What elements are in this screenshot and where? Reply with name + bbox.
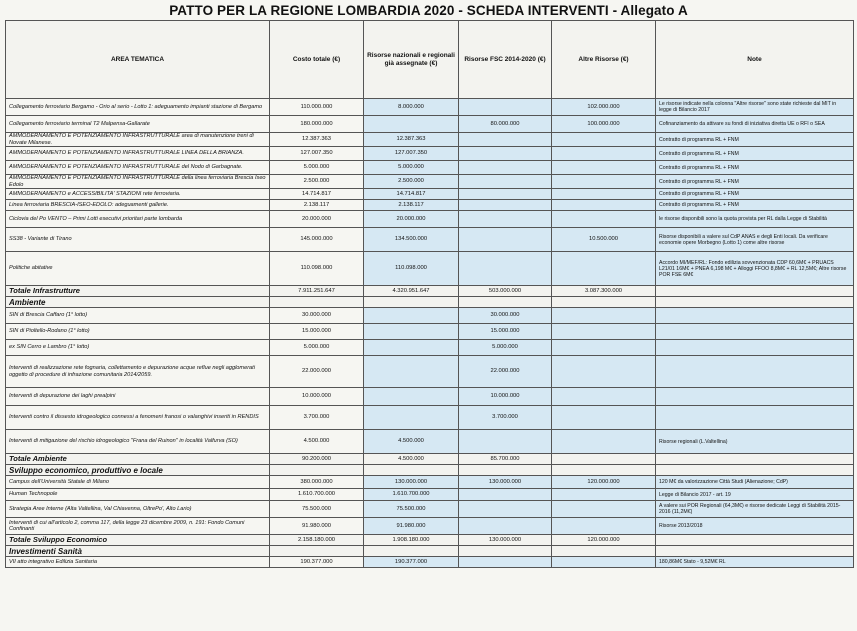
- risorse-cell: [364, 116, 459, 133]
- note-cell: Risorse disponibili a valere sul CdP ANAS e degli Enti locali. Da verificare economie opere Morbegno (Lotto 1) come altre risorse: [656, 228, 854, 252]
- fsc-cell: [459, 252, 552, 286]
- table-row: [6, 557, 854, 568]
- area-cell: Interventi di realizzazione rete fognaria, collettamento e depurazione acque reflue negli agglomerati oggetto di procedure di infrazione comunitaria 2014/2059.: [6, 356, 270, 388]
- costo-cell: 110.098.000: [270, 252, 364, 286]
- note-cell: 120 M€ da valorizzazione Città Studi (Alienazione; CdP): [656, 476, 854, 489]
- area-cell: Totale Sviluppo Economico: [6, 535, 270, 546]
- table-row: [6, 228, 854, 252]
- altre-cell: [552, 501, 656, 518]
- costo-cell: 75.500.000: [270, 501, 364, 518]
- table-row: [6, 116, 854, 133]
- note-cell: [656, 454, 854, 465]
- risorse-cell: [364, 406, 459, 430]
- area-cell: Totale Ambiente: [6, 454, 270, 465]
- header-fsc: Risorse FSC 2014-2020 (€): [459, 21, 552, 99]
- costo-cell: 380.000.000: [270, 476, 364, 489]
- note-cell: Contratto di programma RL + FNM: [656, 200, 854, 211]
- header-risorse: Risorse nazionali e regionali già assegnate (€): [364, 21, 459, 99]
- empty-cell: [270, 297, 364, 308]
- altre-cell: [552, 308, 656, 324]
- fsc-cell: [459, 430, 552, 454]
- altre-cell: [552, 430, 656, 454]
- empty-cell: [656, 546, 854, 557]
- table-row: [6, 324, 854, 340]
- area-cell: Interventi di cui all'articolo 2, comma 117, della legge 23 dicembre 2009, n. 191: Fondo Comuni Confinanti: [6, 518, 270, 535]
- table-row: [6, 211, 854, 228]
- altre-cell: [552, 406, 656, 430]
- costo-cell: 2.158.180.000: [270, 535, 364, 546]
- area-cell: Totale Infrastrutture: [6, 286, 270, 297]
- area-cell: Interventi contro il dissesto idrogeologico connessi a fenomeni franosi o valanghivi inseriti in RENDIS: [6, 406, 270, 430]
- section-header-row: [6, 297, 854, 308]
- altre-cell: [552, 161, 656, 175]
- empty-cell: [459, 297, 552, 308]
- area-cell: AMMODERNAMENTO e ACCESSIBILITA' STAZIONI rete ferroviaria.: [6, 189, 270, 200]
- altre-cell: [552, 388, 656, 406]
- costo-cell: 180.000.000: [270, 116, 364, 133]
- area-cell: Politiche abitative: [6, 252, 270, 286]
- table-row: [6, 161, 854, 175]
- section-title: Ambiente: [6, 297, 270, 308]
- altre-cell: [552, 147, 656, 161]
- fsc-cell: [459, 175, 552, 189]
- area-cell: Interventi di depurazione dei laghi prealpini: [6, 388, 270, 406]
- area-cell: Strategia Aree Interne (Alta Valtellina, Val Chiavenna, OltrePo', Alto Lario): [6, 501, 270, 518]
- note-cell: Contratto di programma RL + FNM: [656, 189, 854, 200]
- fsc-cell: 3.700.000: [459, 406, 552, 430]
- fsc-cell: 85.700.000: [459, 454, 552, 465]
- costo-cell: 12.387.363: [270, 133, 364, 147]
- table-row: [6, 476, 854, 489]
- fsc-cell: [459, 200, 552, 211]
- note-cell: Contratto di programma RL + FNM: [656, 133, 854, 147]
- costo-cell: 5.000.000: [270, 161, 364, 175]
- table-row: [6, 430, 854, 454]
- area-cell: Human Technopole: [6, 489, 270, 501]
- empty-cell: [656, 465, 854, 476]
- fsc-cell: 503.000.000: [459, 286, 552, 297]
- empty-cell: [364, 546, 459, 557]
- note-cell: [656, 324, 854, 340]
- costo-cell: 10.000.000: [270, 388, 364, 406]
- area-cell: VII atto integrativo Edilizia Sanitaria: [6, 557, 270, 568]
- altre-cell: [552, 189, 656, 200]
- empty-cell: [364, 297, 459, 308]
- note-cell: [656, 406, 854, 430]
- costo-cell: 5.000.000: [270, 340, 364, 356]
- area-cell: ex SIN Cerro e Lambro (1° lotto): [6, 340, 270, 356]
- risorse-cell: 130.000.000: [364, 476, 459, 489]
- costo-cell: 127.007.350: [270, 147, 364, 161]
- total-row: [6, 454, 854, 465]
- risorse-cell: 12.387.363: [364, 133, 459, 147]
- costo-cell: 2.138.117: [270, 200, 364, 211]
- empty-cell: [552, 465, 656, 476]
- altre-cell: [552, 133, 656, 147]
- risorse-cell: 5.000.000: [364, 161, 459, 175]
- empty-cell: [459, 546, 552, 557]
- fsc-cell: 130.000.000: [459, 535, 552, 546]
- table-row: [6, 406, 854, 430]
- area-cell: Ciclovia del Po VENTO – Primi Lotti esecutivi prioritari parte lombarda: [6, 211, 270, 228]
- area-cell: Interventi di mitigazione del rischio idrogeologico "Frana del Ruinon" in località Valfurva (SO): [6, 430, 270, 454]
- area-cell: Linea ferroviaria BRESCIA-ISEO-EDOLO: adeguamenti gallerie.: [6, 200, 270, 211]
- area-cell: Collegamento ferroviario terminal T2 Malpensa-Gallarate: [6, 116, 270, 133]
- area-cell: SIN di Pioltello-Rodano (1° lotto): [6, 324, 270, 340]
- risorse-cell: 8.000.000: [364, 99, 459, 116]
- fsc-cell: [459, 133, 552, 147]
- empty-cell: [656, 297, 854, 308]
- altre-cell: [552, 340, 656, 356]
- costo-cell: 1.610.700.000: [270, 489, 364, 501]
- risorse-cell: 190.377.000: [364, 557, 459, 568]
- section-header-row: [6, 465, 854, 476]
- header-altre: Altre Risorse (€): [552, 21, 656, 99]
- table-row: [6, 147, 854, 161]
- note-cell: [656, 535, 854, 546]
- table-row: [6, 189, 854, 200]
- table-row: [6, 518, 854, 535]
- note-cell: Accordo MI/MEF/RL: Fondo edilizia sovvenzionata CDP 60,6M€ + PRUACS L21/01 16M€ + PNEA 6,198 M€ + Alloggi FFOO 8,8M€ + RL 12,5M€; Altre risorse POR FSE 6M€: [656, 252, 854, 286]
- risorse-cell: 14.714.817: [364, 189, 459, 200]
- fsc-cell: [459, 518, 552, 535]
- empty-cell: [270, 465, 364, 476]
- fsc-cell: [459, 99, 552, 116]
- risorse-cell: [364, 308, 459, 324]
- page-title: PATTO PER LA REGIONE LOMBARDIA 2020 - SCHEDA INTERVENTI - Allegato A: [169, 3, 688, 18]
- fsc-cell: [459, 147, 552, 161]
- fsc-cell: 15.000.000: [459, 324, 552, 340]
- table-row: [6, 99, 854, 116]
- costo-cell: 7.911.251.647: [270, 286, 364, 297]
- risorse-cell: [364, 388, 459, 406]
- risorse-cell: [364, 324, 459, 340]
- header-costo: Costo totale (€): [270, 21, 364, 99]
- altre-cell: [552, 211, 656, 228]
- altre-cell: 10.500.000: [552, 228, 656, 252]
- note-cell: A valere sui POR Regionali (64,3M€) e risorse dedicate Leggi di Stabilità 2015-2016 (11,2M€): [656, 501, 854, 518]
- area-cell: SIN di Brescia Caffaro (1° lotto): [6, 308, 270, 324]
- note-cell: Contratto di programma RL + FNM: [656, 147, 854, 161]
- note-cell: Cofinanziamento da attivare su fondi di iniziativa diretta UE o RFI o SEA: [656, 116, 854, 133]
- note-cell: [656, 356, 854, 388]
- fsc-cell: 22.000.000: [459, 356, 552, 388]
- risorse-cell: 127.007.350: [364, 147, 459, 161]
- table-row: [6, 356, 854, 388]
- table-row: [6, 340, 854, 356]
- risorse-cell: 2.138.117: [364, 200, 459, 211]
- risorse-cell: 2.500.000: [364, 175, 459, 189]
- note-cell: [656, 286, 854, 297]
- note-cell: [656, 388, 854, 406]
- altre-cell: 120.000.000: [552, 476, 656, 489]
- note-cell: [656, 308, 854, 324]
- total-row: [6, 535, 854, 546]
- costo-cell: 90.200.000: [270, 454, 364, 465]
- table-row: [6, 308, 854, 324]
- fsc-cell: [459, 557, 552, 568]
- table-row: [6, 175, 854, 189]
- fsc-cell: 130.000.000: [459, 476, 552, 489]
- fsc-cell: 80.000.000: [459, 116, 552, 133]
- fsc-cell: [459, 161, 552, 175]
- fsc-cell: 5.000.000: [459, 340, 552, 356]
- table-row: [6, 501, 854, 518]
- table-row: [6, 388, 854, 406]
- table-row: [6, 200, 854, 211]
- risorse-cell: 20.000.000: [364, 211, 459, 228]
- costo-cell: 145.000.000: [270, 228, 364, 252]
- risorse-cell: [364, 340, 459, 356]
- section-header-row: [6, 546, 854, 557]
- fsc-cell: [459, 189, 552, 200]
- altre-cell: 102.000.000: [552, 99, 656, 116]
- risorse-cell: 4.500.000: [364, 430, 459, 454]
- costo-cell: 22.000.000: [270, 356, 364, 388]
- note-cell: le risorse disponibili sono la quota provista per RL dalla Legge di Stabilità: [656, 211, 854, 228]
- header-note: Note: [656, 21, 854, 99]
- costo-cell: 3.700.000: [270, 406, 364, 430]
- table-row: [6, 489, 854, 501]
- area-cell: AMMODERNAMENTO E POTENZIAMENTO INFRASTRUTTURALE LINEA DELLA BRIANZA.: [6, 147, 270, 161]
- table-row: [6, 252, 854, 286]
- area-cell: AMMODERNAMENTO E POTENZIAMENTO INFRASTRUTTURALE della linea ferroviaria Brescia Iseo Edolo: [6, 175, 270, 189]
- risorse-cell: 4.500.000: [364, 454, 459, 465]
- risorse-cell: 134.500.000: [364, 228, 459, 252]
- note-cell: Risorse 2013/2018: [656, 518, 854, 535]
- empty-cell: [552, 297, 656, 308]
- empty-cell: [552, 546, 656, 557]
- note-cell: Le risorse indicate nella colonna "Altre risorse" sono state richieste dal MIT in legge di Bilancio 2017: [656, 99, 854, 116]
- fsc-cell: 30.000.000: [459, 308, 552, 324]
- area-cell: Collegamento ferroviario Bergamo - Orio al serio - Lotto 1: adeguamento impianti stazione di Bergamo: [6, 99, 270, 116]
- altre-cell: [552, 252, 656, 286]
- fsc-cell: [459, 211, 552, 228]
- fsc-cell: [459, 501, 552, 518]
- area-cell: AMMODERNAMENTO E POTENZIAMENTO INFRASTRUTTURALE area di manutenzione treni di Novate Milanese.: [6, 133, 270, 147]
- altre-cell: [552, 489, 656, 501]
- altre-cell: [552, 518, 656, 535]
- section-title: Investimenti Sanità: [6, 546, 270, 557]
- costo-cell: 91.980.000: [270, 518, 364, 535]
- altre-cell: [552, 200, 656, 211]
- note-cell: [656, 340, 854, 356]
- risorse-cell: [364, 356, 459, 388]
- table-row: [6, 133, 854, 147]
- note-cell: Contratto di programma RL + FNM: [656, 161, 854, 175]
- costo-cell: 110.000.000: [270, 99, 364, 116]
- fsc-cell: [459, 489, 552, 501]
- altre-cell: 120.000.000: [552, 535, 656, 546]
- altre-cell: 100.000.000: [552, 116, 656, 133]
- note-cell: 180,86M€ Stato - 9,52M€ RL: [656, 557, 854, 568]
- section-title: Sviluppo economico, produttivo e locale: [6, 465, 270, 476]
- altre-cell: 3.087.300.000: [552, 286, 656, 297]
- risorse-cell: 4.320.951.647: [364, 286, 459, 297]
- costo-cell: 15.000.000: [270, 324, 364, 340]
- risorse-cell: 1.908.180.000: [364, 535, 459, 546]
- fsc-cell: 10.000.000: [459, 388, 552, 406]
- costo-cell: 14.714.817: [270, 189, 364, 200]
- risorse-cell: 1.610.700.000: [364, 489, 459, 501]
- note-cell: Risorse regionali (L.Valtellina): [656, 430, 854, 454]
- empty-cell: [364, 465, 459, 476]
- risorse-cell: 75.500.000: [364, 501, 459, 518]
- empty-cell: [270, 546, 364, 557]
- costo-cell: 4.500.000: [270, 430, 364, 454]
- header-area: AREA TEMATICA: [6, 21, 270, 99]
- table-body: [6, 99, 854, 568]
- fsc-cell: [459, 228, 552, 252]
- risorse-cell: 91.980.000: [364, 518, 459, 535]
- altre-cell: [552, 175, 656, 189]
- area-cell: SS38 - Variante di Tirano: [6, 228, 270, 252]
- risorse-cell: 110.098.000: [364, 252, 459, 286]
- total-row: [6, 286, 854, 297]
- costo-cell: 2.500.000: [270, 175, 364, 189]
- altre-cell: [552, 557, 656, 568]
- table-header-row: [6, 21, 854, 99]
- altre-cell: [552, 324, 656, 340]
- area-cell: AMMODERNAMENTO E POTENZIAMENTO INFRASTRUTTURALE del Nodo di Garbagnate.: [6, 161, 270, 175]
- costo-cell: 20.000.000: [270, 211, 364, 228]
- area-cell: Campus dell'Università Statale di Milano: [6, 476, 270, 489]
- empty-cell: [459, 465, 552, 476]
- costo-cell: 190.377.000: [270, 557, 364, 568]
- costo-cell: 30.000.000: [270, 308, 364, 324]
- altre-cell: [552, 356, 656, 388]
- note-cell: Contratto di programma RL + FNM: [656, 175, 854, 189]
- altre-cell: [552, 454, 656, 465]
- interventions-table: [5, 20, 854, 568]
- note-cell: Legge di Bilancio 2017 - art. 19: [656, 489, 854, 501]
